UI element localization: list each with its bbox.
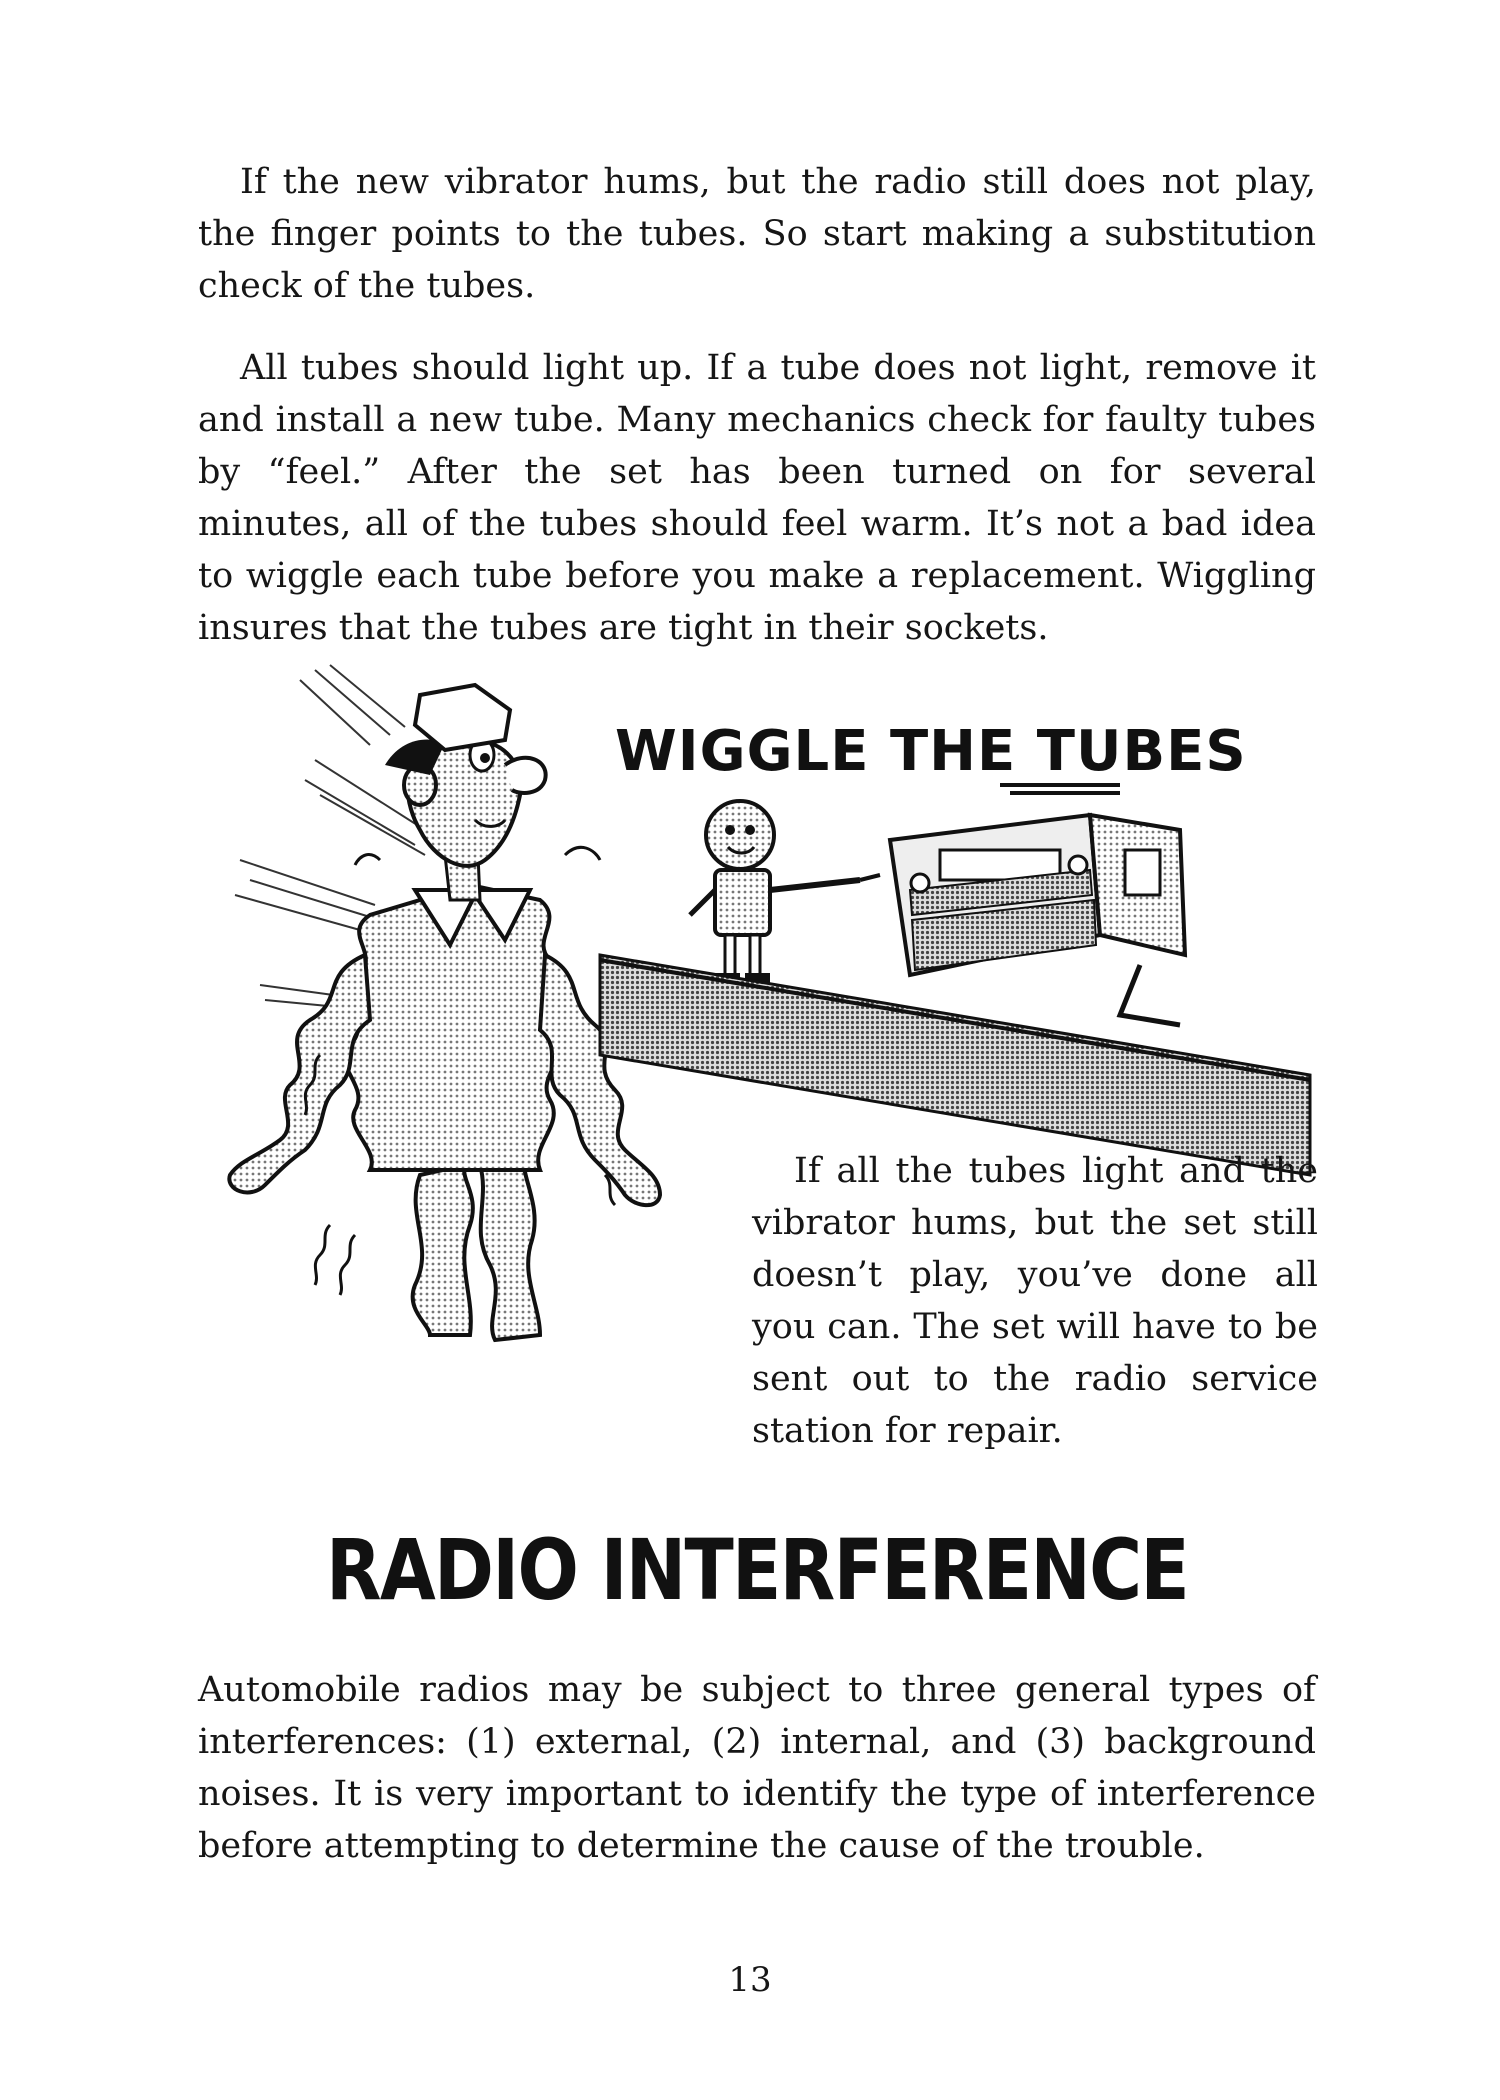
illustration-caption: WIGGLE THE TUBES bbox=[615, 719, 1247, 784]
tube-character bbox=[690, 801, 880, 983]
radio-set bbox=[890, 815, 1185, 1025]
paragraph-vibrator-hums: If the new vibrator hums, but the radio still does not play, the finger points to the tubes. So start making a substitution check of the tubes. bbox=[198, 162, 1316, 306]
paragraph-send-for-repair: If all the tubes light and the vibrator hums, but the set still doesn’t play, you’ve done all you can. The set will have to be sent out to the radio service station for repair. bbox=[752, 1151, 1318, 1451]
page-number: 13 bbox=[728, 1960, 772, 2000]
paragraph-interference-types: Automobile radios may be subject to three general types of interferences: (1) external, (2) internal, and (3) background noises. It is very important to identify the type of interference before attempting to determine the cause of the trouble. bbox=[198, 1670, 1316, 1866]
man-figure bbox=[229, 685, 660, 1340]
caption-underline bbox=[1000, 785, 1120, 793]
dashboard-shelf bbox=[600, 955, 1310, 1175]
paragraph-tubes-light: All tubes should light up. If a tube does not light, remove it and install a new tube. Many mechanics check for faulty tubes by “feel.” After the set has been turned on for several minutes, all of the tubes should feel warm. It’s not a bad idea to wiggle each tube before you make a replacement. Wiggling insures that the tubes are tight in their sockets. bbox=[198, 348, 1316, 648]
section-heading: RADIO INTERFERENCE bbox=[325, 1521, 1189, 1619]
